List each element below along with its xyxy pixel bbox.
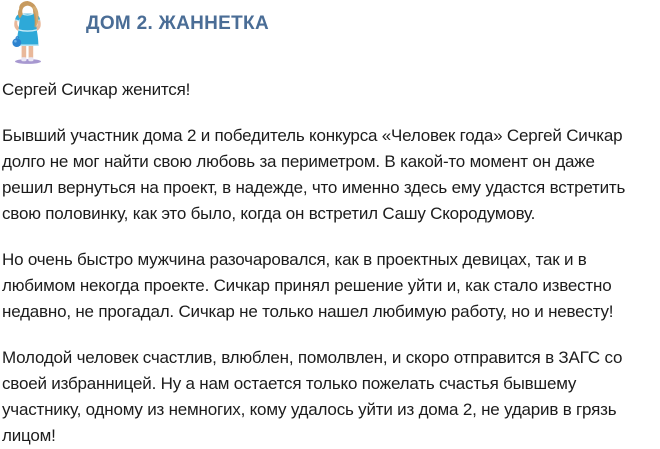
- post-paragraph: [2, 247, 660, 325]
- post-paragraph: [2, 123, 660, 227]
- text-line: Бывший участник дома 2 и победитель конкурса «Человек года» Сергей Сичкар: [2, 126, 623, 145]
- woman-in-turquoise-dress-icon: [8, 0, 47, 64]
- text-line: свою половинку, как это было, когда он встретил Сашу Скородумову.: [2, 204, 536, 223]
- text-line: лицом!: [2, 426, 56, 445]
- text-line: Молодой человек счастлив, влюблен, помолвлен, и скоро отправится в ЗАГС со: [2, 348, 623, 367]
- text-line: недавно, не прогадал. Сичкар не только нашел любимую работу, но и невесту!: [2, 302, 614, 321]
- text-line: участнику, одному из немногих, кому удалось уйти из дома 2, не ударив в грязь: [2, 400, 617, 419]
- post-title: Сергей Сичкар женится!: [2, 80, 191, 99]
- post-body: [0, 64, 660, 449]
- text-line: решил вернуться на проект, в надежде, что именно здесь ему удастся встретить: [2, 178, 626, 197]
- post-paragraph: [2, 345, 660, 449]
- text-line: долго не мог найти свою любовь за периметром. В какой-то момент он даже: [2, 152, 595, 171]
- text-line: своей избранницей. Ну а нам остается только пожелать счастья бывшему: [2, 374, 577, 393]
- channel-avatar[interactable]: [8, 0, 47, 64]
- channel-name-link[interactable]: ДОМ 2. ЖАННЕТКА: [86, 13, 269, 34]
- post-header: [0, 0, 660, 64]
- text-line: Но очень быстро мужчина разочаровался, как в проектных девицах, так и в: [2, 250, 587, 269]
- text-line: любимом некогда проекте. Сичкар принял решение уйти и, как стало известно: [2, 276, 612, 295]
